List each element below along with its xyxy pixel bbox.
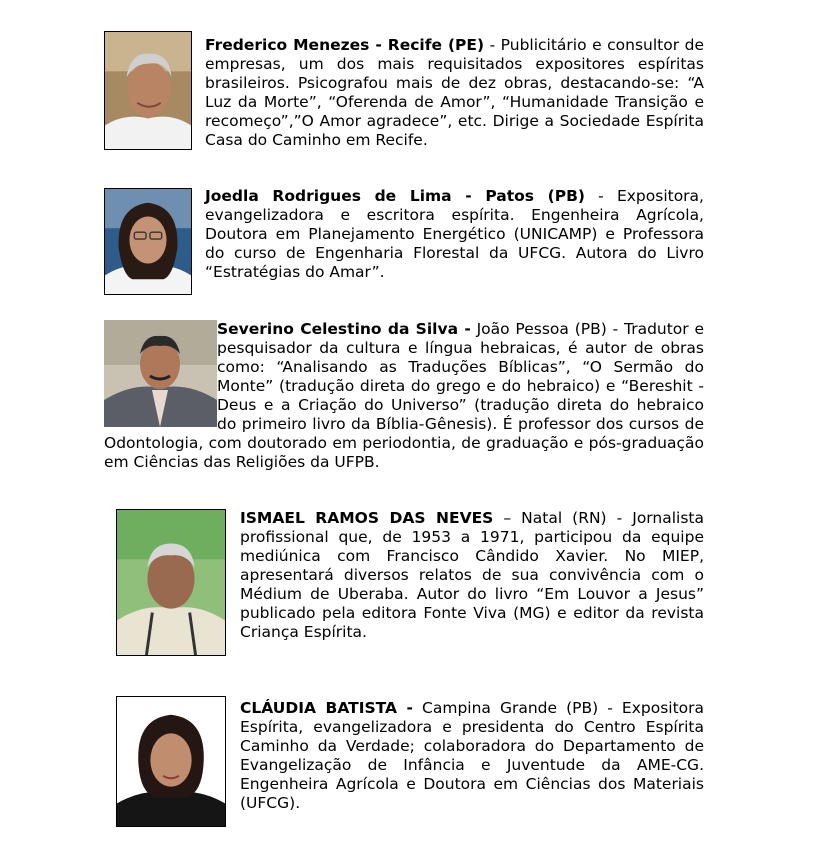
name-joedla-rodrigues: Joedla Rodrigues de Lima - Patos (PB) (205, 187, 586, 205)
desc-frederico-menezes: - Publicitário e consultor de empresas, um dos mais requisitados expositores espíritas brasileiros. Psicografou mais de dez obras, destacando-se: “A Luz da Morte”, “Oferenda de Amor”, “Humanidade Transição e recomeço”,”O Amor agradece”, etc. Dirige a Sociedade Espírita Casa do Caminho em Recife. (205, 36, 704, 149)
desc-joedla-rodrigues: - Expositora, evangelizadora e escritora espírita. Engenheira Agrícola, Doutora em Planejamento Energético (UNICAMP) e Professora do curso de Engenharia Florestal da UFCG. Autora do Livro “Estratégias do Amar”. (205, 187, 704, 281)
desc-claudia-batista: Campina Grande (PB) - Expositora Espírita, evangelizadora e presidenta do Centro Espírita Caminho da Verdade; colaboradora do Departamento de Evangelização de Infância e Juventude da AME-CG. Engenheira Agrícola e Doutora em Ciências dos Materiais (UFCG). (240, 699, 705, 812)
bio-joedla-rodrigues (205, 187, 704, 282)
portrait-ismael-ramos (116, 509, 226, 656)
name-severino-celestino: Severino Celestino da Silva - (217, 320, 471, 338)
bio-ismael-ramos (240, 509, 704, 642)
name-ismael-ramos: ISMAEL RAMOS DAS NEVES (240, 509, 494, 527)
desc-ismael-ramos: – Natal (RN) - Jornalista profissional que, de 1953 a 1971, participou da equipe mediúnica com Francisco Cândido Xavier. No MIEP, apresentará diversos relatos de sua convivência com o Médium de Uberaba. Autor do livro “Em Louvor a Jesus” publicado pela editora Fonte Viva (MG) e editor da revista Criança Espírita. (240, 509, 704, 641)
bio-claudia-batista (240, 699, 704, 813)
bio-severino-celestino (104, 320, 704, 472)
bio-frederico-menezes (205, 36, 704, 150)
portrait-frederico-menezes (104, 31, 192, 150)
portrait-claudia-batista (116, 696, 226, 827)
name-claudia-batista: CLÁUDIA BATISTA - (240, 699, 413, 717)
portrait-joedla-rodrigues (104, 188, 192, 295)
desc-severino-celestino: João Pessoa (PB) - Tradutor e pesquisador da cultura e língua hebraicas, é autor de obras como: “Analisando as Traduções Bíblicas”, “O Sermão do Monte” (tradução direta do grego e do hebraico) e “Bereshit - Deus e a Criação do Universo” (tradução direta do hebraico do primeiro livro da Bíblia-Gênesis). É professor dos cursos de Odontologia, com doutorado em periodontia, de graduação e pós-graduação em Ciências das Religiões da UFPB. (104, 320, 705, 471)
name-frederico-menezes: Frederico Menezes - Recife (PE) (205, 36, 485, 54)
